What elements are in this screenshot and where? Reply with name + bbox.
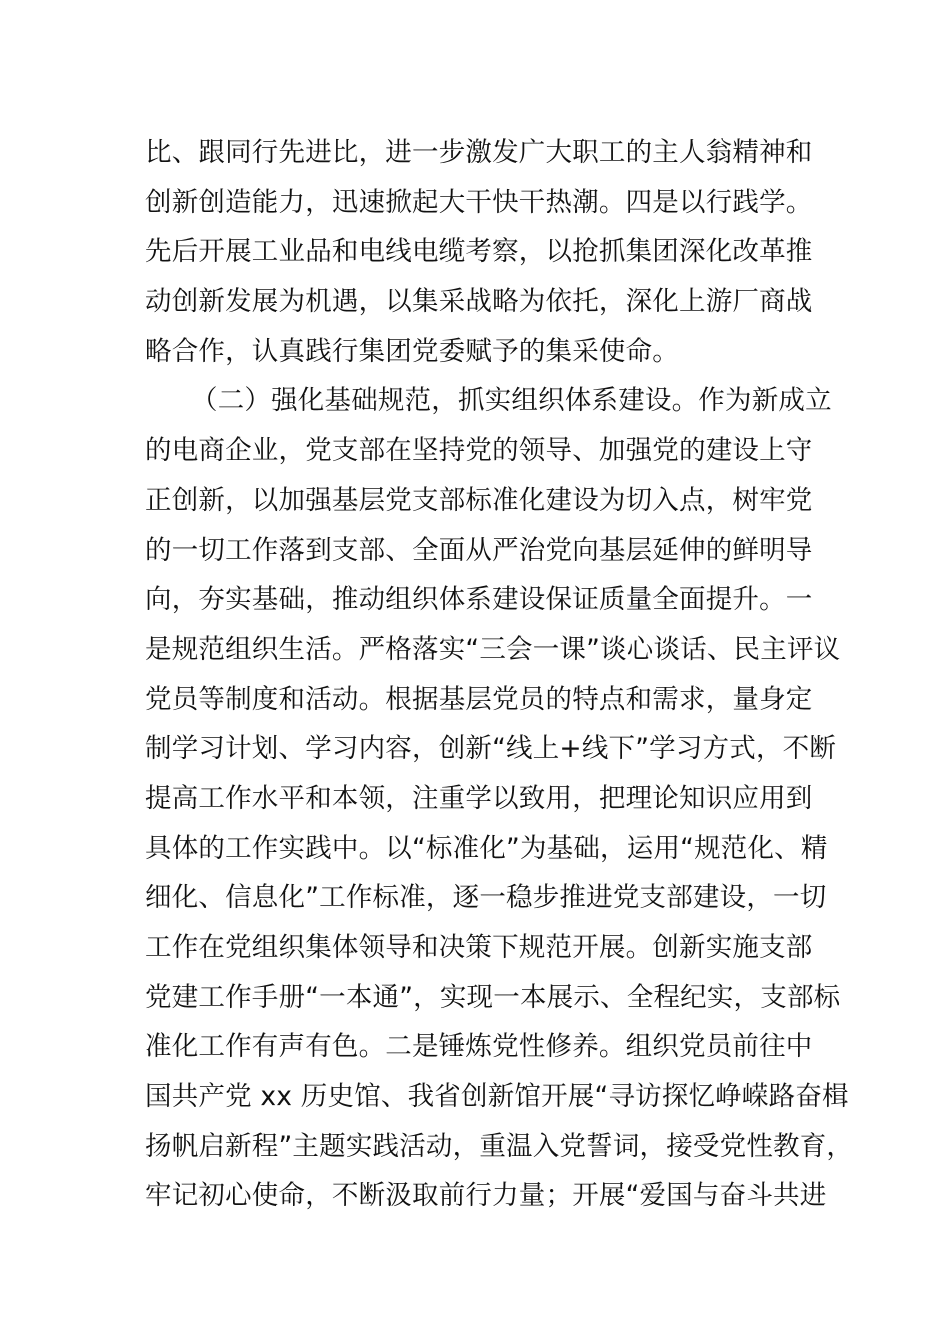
text-line: 提高工作水平和本领，注重学以致用，把理论知识应用到 [145,782,813,814]
text-line: 是规范组织生活。严格落实“三会一课”谈心谈话、民主评议 [145,633,841,665]
text-line: 准化工作有声有色。二是锤炼党性修养。组织党员前往中 [145,1031,813,1063]
text-line: 党员等制度和活动。根据基层党员的特点和需求，量身定 [145,683,813,715]
text-line: 国共产党 xx 历史馆、我省创新馆开展“寻访探忆峥嵘路奋楫 [145,1081,849,1113]
text-line: 牢记初心使命，不断汲取前行力量；开展“爱国与奋斗共进 [145,1180,827,1212]
text-line: 制学习计划、学习内容，创新“线上+线下”学习方式，不断 [145,733,837,765]
text-line: 向，夯实基础，推动组织体系建设保证质量全面提升。一 [145,584,813,616]
text-line: 党建工作手册“一本通”，实现一本展示、全程纪实，支部标 [145,981,841,1013]
text-line: 的一切工作落到支部、全面从严治党向基层延伸的鲜明导 [145,534,813,566]
text-line: 正创新，以加强基层党支部标准化建设为切入点，树牢党 [145,484,813,516]
document-body [145,128,854,1221]
text-line: 先后开展工业品和电线电缆考察，以抢抓集团深化改革推 [145,236,813,268]
text-line: 具体的工作实践中。以“标准化”为基础，运用“规范化、精 [145,832,828,864]
section-heading-line: （二）强化基础规范，抓实组织体系建设。作为新成立 [191,385,832,417]
text-line: 工作在党组织集体领导和决策下规范开展。创新实施支部 [145,932,813,963]
text-line: 细化、信息化”工作标准，逐一稳步推进党支部建设，一切 [145,882,827,914]
text-line: 动创新发展为机遇，以集采战略为依托，深化上游厂商战 [145,286,813,318]
text-line: 比、跟同行先进比，进一步激发广大职工的主人翁精神和 [145,137,813,168]
text-line: 创新创造能力，迅速掀起大干快干热潮。四是以行践学。 [145,186,813,218]
text-line: 扬帆启新程”主题实践活动，重温入党誓词，接受党性教育， [145,1130,854,1162]
text-line: 的电商企业，党支部在坚持党的领导、加强党的建设上守 [145,435,813,467]
text-line: 略合作，认真践行集团党委赋予的集采使命。 [145,335,679,367]
